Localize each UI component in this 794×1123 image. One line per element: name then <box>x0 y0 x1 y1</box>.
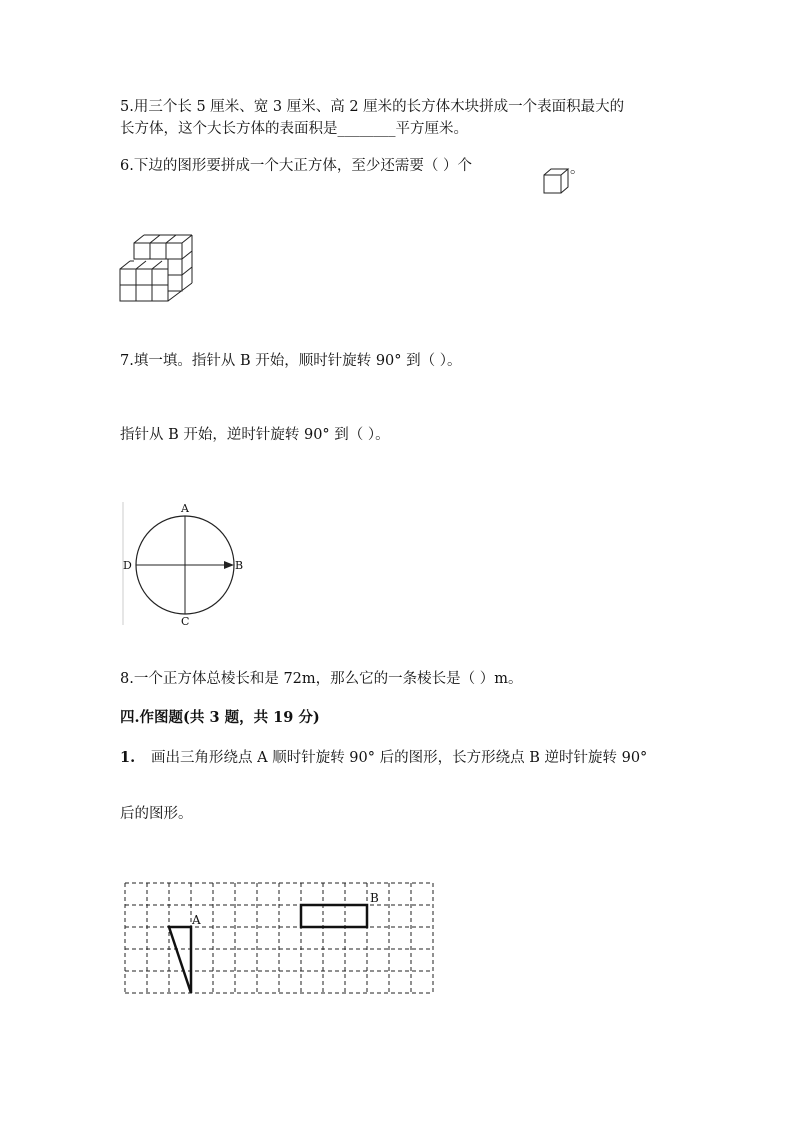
grid-label-a: A <box>192 913 201 927</box>
q7-line1: 7.填一填。指针从 B 开始，顺时针旋转 90° 到（ ）。 <box>120 353 462 369</box>
drawing-grid <box>120 880 440 1000</box>
q8-text: 8.一个正方体总棱长和是 72m，那么它的一条棱长是（ ）m。 <box>120 671 523 687</box>
q6-text: 6.下边的图形要拼成一个大正方体，至少还需要（ ）个 <box>120 158 472 174</box>
s4-q1-line2: 后的图形。 <box>120 806 193 822</box>
grid-label-b: B <box>370 891 379 905</box>
q6-suffix: 。 <box>570 161 585 177</box>
q7-line2: 指针从 B 开始，逆时针旋转 90° 到（ ）。 <box>120 427 390 443</box>
label-d: D <box>123 559 132 572</box>
rotation-circle-diagram <box>118 500 258 630</box>
small-cube-icon <box>543 168 573 196</box>
pointer-arrow-icon <box>224 561 234 569</box>
label-a: A <box>181 502 189 515</box>
triangle-shape <box>169 927 191 993</box>
q5-line2: 长方体，这个大长方体的表面积是________平方厘米。 <box>120 121 468 137</box>
label-b: B <box>235 559 244 572</box>
s4-q1-line1: 画出三角形绕点 A 顺时针旋转 90° 后的图形，长方形绕点 B 逆时针旋转 90° <box>151 750 648 766</box>
q5-line1: 5.用三个长 5 厘米、宽 3 厘米、高 2 厘米的长方体木块拼成一个表面积最大的 <box>120 99 625 115</box>
stacked-cubes-figure <box>118 232 198 312</box>
label-c: C <box>181 615 190 628</box>
section4-heading: 四.作图题(共 3 题，共 19 分) <box>120 709 320 726</box>
s4-q1-number: 1. <box>120 749 136 766</box>
rectangle-shape <box>301 905 367 927</box>
